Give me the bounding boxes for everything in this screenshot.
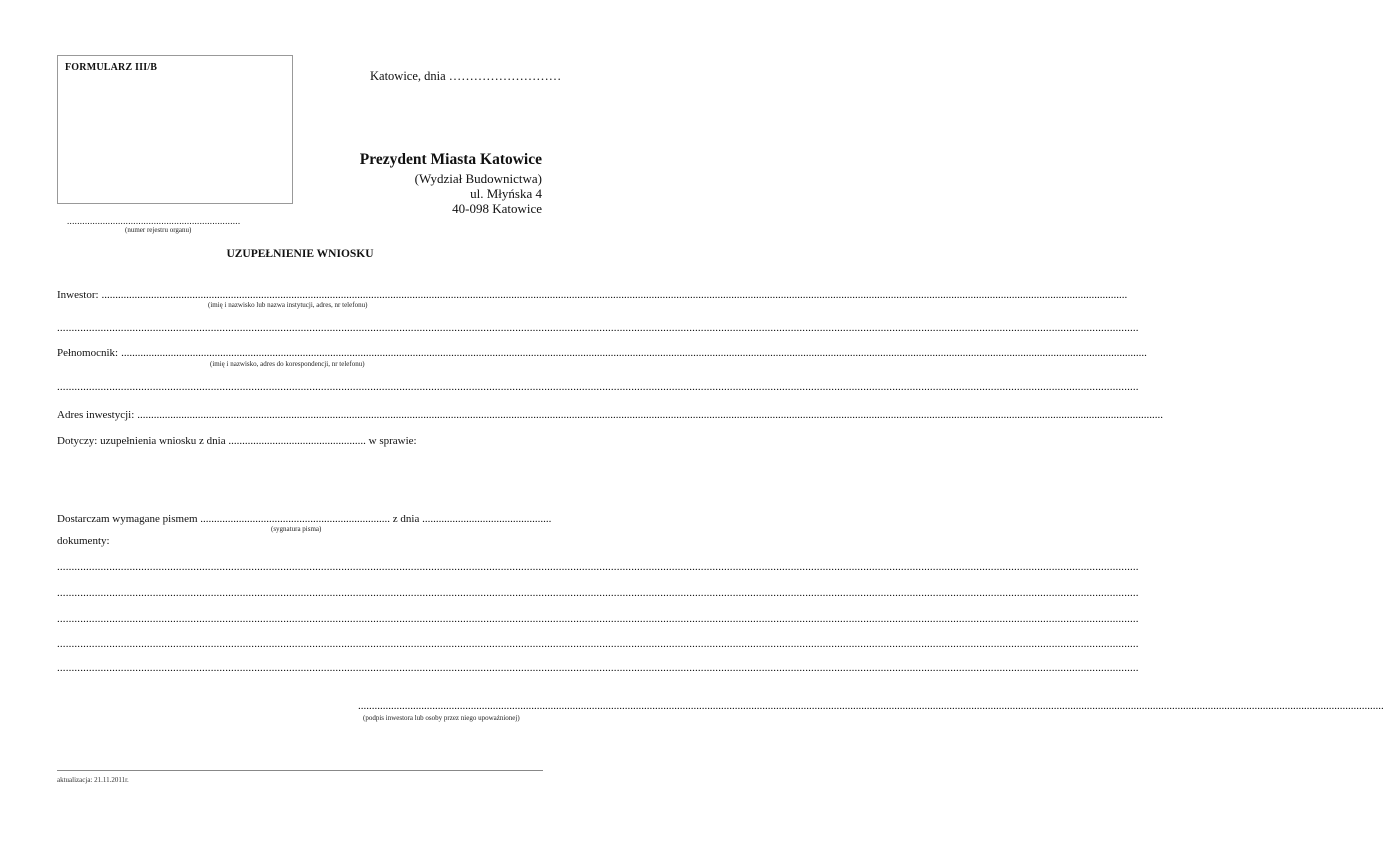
investor-label: Inwestor:	[57, 289, 102, 301]
proxy-dots: .....................................................................................................................................................................................................................................................................................................................................................................................	[121, 347, 1147, 359]
proxy-caption: (imię i nazwisko, adres do korespondencji, nr telefonu)	[210, 360, 365, 368]
deliver-prefix: Dostarczam wymagane pismem	[57, 513, 198, 525]
investor-line-2[interactable]: .....................................................................................................................................................................................................................................................................................................................................................................................	[57, 322, 1139, 334]
investment-address-dots: .....................................................................................................................................................................................................................................................................................................................................................................................	[137, 409, 1164, 421]
documents-line-3[interactable]: .....................................................................................................................................................................................................................................................................................................................................................................................	[57, 613, 1139, 625]
concerns-prefix: Dotyczy: uzupełnienia wniosku z dnia	[57, 435, 226, 447]
proxy-label: Pełnomocnik:	[57, 347, 121, 359]
form-code: FORMULARZ III/B	[65, 62, 158, 73]
investor-caption: (imię i nazwisko lub nazwa instytucji, adres, nr telefonu)	[208, 301, 368, 309]
proxy-field[interactable]	[57, 347, 1147, 359]
documents-line-5[interactable]: .....................................................................................................................................................................................................................................................................................................................................................................................	[57, 662, 1139, 674]
recipient-dept: (Wydział Budownictwa)	[414, 171, 542, 186]
document-heading: UZUPEŁNIENIE WNIOSKU	[226, 248, 374, 260]
documents-line-1[interactable]: .....................................................................................................................................................................................................................................................................................................................................................................................	[57, 561, 1139, 573]
place-date: Katowice, dnia ………………………	[370, 69, 562, 83]
register-caption: (numer rejestru organu)	[125, 226, 192, 234]
signature-field[interactable]: .....................................................................................................................................................................................................................................................................................................................................................................................	[358, 700, 1384, 712]
signature-caption: (podpis inwestora lub osoby przez niego upoważnionej)	[363, 714, 520, 722]
letter-caption: (sygnatura pisma)	[271, 525, 322, 533]
recipient-title: Prezydent Miasta Katowice	[359, 151, 542, 168]
investor-dots: .....................................................................................................................................................................................................................................................................................................................................................................................	[101, 289, 1128, 301]
investment-address-label: Adres inwestycji:	[57, 409, 137, 421]
recipient-street: ul. Młyńska 4	[470, 186, 542, 201]
recipient-city: 40-098 Katowice	[452, 201, 542, 216]
proxy-line-2[interactable]: .....................................................................................................................................................................................................................................................................................................................................................................................	[57, 381, 1139, 393]
footer-divider	[57, 770, 543, 771]
letter-signature-field[interactable]: .....................................................................	[200, 513, 391, 525]
footer-update: aktualizacja: 21.11.2011r.	[57, 776, 129, 784]
investment-address-field[interactable]	[57, 409, 1164, 421]
documents-line-2[interactable]: .....................................................................................................................................................................................................................................................................................................................................................................................	[57, 587, 1139, 599]
concerns-date-field[interactable]: ..................................................	[228, 435, 366, 447]
registration-stamp-box	[57, 55, 293, 204]
concerns-line	[57, 435, 417, 447]
concerns-suffix: w sprawie:	[368, 435, 417, 447]
investor-field[interactable]	[57, 289, 1128, 301]
deliver-mid: z dnia	[392, 513, 420, 525]
letter-date-field[interactable]: ...............................................	[422, 513, 552, 525]
documents-label: dokumenty:	[57, 535, 110, 547]
documents-line-4[interactable]: .....................................................................................................................................................................................................................................................................................................................................................................................	[57, 638, 1139, 650]
deliver-line	[57, 513, 551, 525]
register-number-field[interactable]: ....................................................................	[67, 216, 241, 226]
